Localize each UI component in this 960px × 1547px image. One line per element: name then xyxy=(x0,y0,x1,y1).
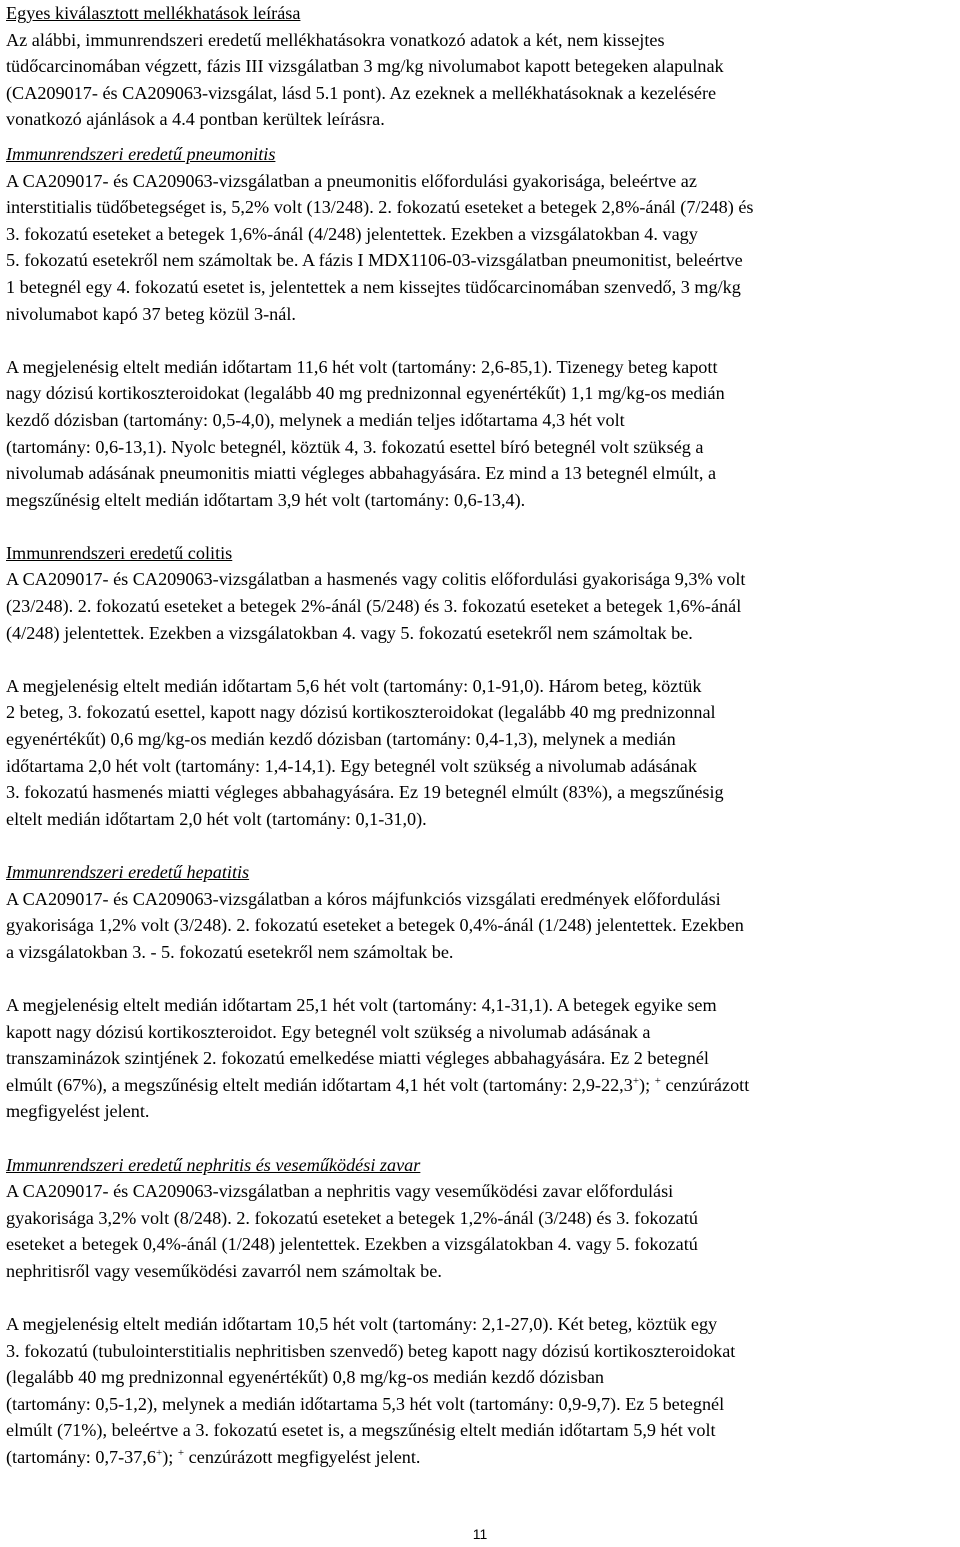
text-line: A megjelenésig eltelt medián időtartam 5,6 hét volt (tartomány: 0,1-91,0). Három beteg, köztük xyxy=(6,675,702,696)
text-line: (tartomány: 0,6-13,1). Nyolc betegnél, köztük 4, 3. fokozatú esettel bíró betegnél volt szükség a xyxy=(6,436,704,457)
section-intro xyxy=(6,0,954,133)
text-line: A megjelenésig eltelt medián időtartam 25,1 hét volt (tartomány: 4,1-31,1). A betegek egyike sem xyxy=(6,994,717,1015)
section-heading: Immunrendszeri eredetű colitis xyxy=(6,542,233,563)
text-fragment: ); xyxy=(162,1447,178,1468)
paragraph xyxy=(6,1311,954,1471)
text-line: kezdő dózisban (tartomány: 0,5-4,0), melynek a medián teljes időtartama 4,3 hét volt xyxy=(6,409,625,430)
text-line: kapott nagy dózisú kortikoszteroidot. Egy betegnél volt szükség a nivolumab adásának a xyxy=(6,1021,651,1042)
censored-marker: + xyxy=(632,1074,640,1087)
text-line: (CA209017- és CA209063-vizsgálat, lásd 5.1 pont). Az ezeknek a mellékhatásoknak a kezelésére xyxy=(6,82,717,103)
text-line: vonatkozó ajánlások a 4.4 pontban kerültek leírásra. xyxy=(6,109,385,130)
text-line: 3. fokozatú eseteket a betegek 1,6%-ánál (4/248) jelentettek. Ezekben a vizsgálatokban 4. vagy xyxy=(6,223,698,244)
section-colitis xyxy=(6,540,954,646)
text-line: A CA209017- és CA209063-vizsgálatban a nephritis vagy veseműködési zavar előfordulási xyxy=(6,1181,674,1202)
text-fragment: cenzúrázott megfigyelést jelent. xyxy=(184,1447,421,1468)
text-line: elmúlt (71%), beleértve a 3. fokozatú esetet is, a megszűnésig eltelt medián időtartam 5,9 hét volt xyxy=(6,1420,716,1441)
text-line: (4/248) jelentettek. Ezekben a vizsgálatokban 4. vagy 5. fokozatú esetekről nem számoltak be. xyxy=(6,622,693,643)
section-pneumonitis xyxy=(6,141,954,327)
text-line: A CA209017- és CA209063-vizsgálatban a kóros májfunkciós vizsgálati eredmények előfordulási xyxy=(6,888,721,909)
text-line: eseteket a betegek 0,4%-ánál (1/248) jelentettek. Ezekben a vizsgálatokban 4. vagy 5. fokozatú xyxy=(6,1234,698,1255)
spacer xyxy=(6,327,954,354)
section-heading: Immunrendszeri eredetű nephritis és veseműködési zavar xyxy=(6,1154,421,1175)
spacer xyxy=(6,133,954,141)
spacer xyxy=(6,832,954,859)
text-line: 3. fokozatú hasmenés miatti végleges abbahagyására. Ez 19 betegnél elmúlt (83%), a megszűnésig xyxy=(6,782,724,803)
text-line: (tartomány: 0,5-1,2), melynek a medián időtartama 5,3 hét volt (tartomány: 0,9-9,7). Ez 5 betegnél xyxy=(6,1393,725,1414)
text-line xyxy=(6,1072,954,1099)
document-page xyxy=(6,0,954,1471)
text-line: Az alábbi, immunrendszeri eredetű mellékhatásokra vonatkozó adatok a két, nem kissejtes xyxy=(6,29,665,50)
spacer xyxy=(6,1285,954,1312)
censored-marker: + xyxy=(156,1447,163,1460)
text-line: A CA209017- és CA209063-vizsgálatban a pneumonitis előfordulási gyakorisága, beleértve az xyxy=(6,170,697,191)
text-line: nephritisről vagy veseműködési zavarról nem számoltak be. xyxy=(6,1260,442,1281)
text-fragment: cenzúrázott xyxy=(660,1074,750,1095)
spacer xyxy=(6,513,954,540)
censored-marker: + xyxy=(177,1447,185,1460)
text-line: megfigyelést jelent. xyxy=(6,1101,150,1122)
text-line: 5. fokozatú esetekről nem számoltak be. A fázis I MDX1106-03-vizsgálatban pneumonitist, beleértve xyxy=(6,250,743,271)
section-heading: Egyes kiválasztott mellékhatások leírása xyxy=(6,3,301,23)
page-number: 11 xyxy=(472,1526,488,1542)
text-line: 2 beteg, 3. fokozatú esettel, kapott nagy dózisú kortikoszteroidokat (legalább 40 mg prednizonnal xyxy=(6,702,716,723)
text-line: megszűnésig eltelt medián időtartam 3,9 hét volt (tartomány: 0,6-13,4). xyxy=(6,489,526,510)
text-line: eltelt medián időtartam 2,0 hét volt (tartomány: 0,1-31,0). xyxy=(6,808,427,829)
text-line: nagy dózisú kortikoszteroidokat (legalább 40 mg prednizonnal egyenértékűt) 1,1 mg/kg-os medián xyxy=(6,383,725,404)
paragraph xyxy=(6,992,954,1125)
text-line: 1 betegnél egy 4. fokozatú esetet is, jelentettek a nem kissejtes tüdőcarcinomában szenvedő, 3 mg/kg xyxy=(6,276,741,297)
text-line: tüdőcarcinomában végzett, fázis III vizsgálatban 3 mg/kg nivolumabot kapott betegeken alapulnak xyxy=(6,56,724,77)
section-nephritis xyxy=(6,1152,954,1285)
text-line: transzaminázok szintjének 2. fokozatú emelkedése miatti végleges abbahagyására. Ez 2 betegnél xyxy=(6,1048,709,1069)
censored-marker: + xyxy=(654,1074,661,1087)
text-line: nivolumab adásának pneumonitis miatti végleges abbahagyására. Ez mind a 13 betegnél elmúlt, a xyxy=(6,463,717,484)
section-hepatitis xyxy=(6,859,954,965)
spacer xyxy=(6,965,954,992)
text-line: nivolumabot kapó 37 beteg közül 3-nál. xyxy=(6,303,296,324)
text-line: A megjelenésig eltelt medián időtartam 10,5 hét volt (tartomány: 2,1-27,0). Két beteg, köztük egy xyxy=(6,1314,718,1335)
text-line: interstitialis tüdőbetegséget is, 5,2% volt (13/248). 2. fokozatú eseteket a betegek 2,8%-ánál (7/248) és xyxy=(6,197,754,218)
text-line xyxy=(6,1444,954,1471)
text-line: (legalább 40 mg prednizonnal egyenértékűt) 0,8 mg/kg-os medián kezdő dózisban xyxy=(6,1367,604,1388)
text-line: gyakorisága 3,2% volt (8/248). 2. fokozatú eseteket a betegek 1,2%-ánál (3/248) és 3. fokozatú xyxy=(6,1207,698,1228)
text-line: gyakorisága 1,2% volt (3/248). 2. fokozatú eseteket a betegek 0,4%-ánál (1/248) jelentettek. Ezekben xyxy=(6,915,744,936)
spacer xyxy=(6,1125,954,1152)
spacer xyxy=(6,646,954,673)
section-heading: Immunrendszeri eredetű pneumonitis xyxy=(6,143,276,164)
text-line: (23/248). 2. fokozatú eseteket a betegek 2%-ánál (5/248) és 3. fokozatú eseteket a betegek 1,6%-ánál xyxy=(6,596,742,617)
text-fragment: elmúlt (67%), a megszűnésig eltelt medián időtartam 4,1 hét volt (tartomány: 2,9-22,3 xyxy=(6,1074,633,1095)
text-line: a vizsgálatokban 3. - 5. fokozatú esetekről nem számoltak be. xyxy=(6,941,454,962)
paragraph xyxy=(6,354,954,514)
text-line: időtartama 2,0 hét volt (tartomány: 1,4-14,1). Egy betegnél volt szükség a nivolumab adásának xyxy=(6,755,697,776)
text-fragment: (tartomány: 0,7-37,6 xyxy=(6,1447,157,1468)
text-line: egyenértékűt) 0,6 mg/kg-os medián kezdő dózisban (tartomány: 0,4-1,3), melynek a medián xyxy=(6,729,676,750)
section-heading: Immunrendszeri eredetű hepatitis xyxy=(6,862,250,882)
text-fragment: ); xyxy=(639,1074,655,1095)
text-line: A megjelenésig eltelt medián időtartam 11,6 hét volt (tartomány: 2,6-85,1). Tizenegy beteg kapott xyxy=(6,356,718,377)
text-line: A CA209017- és CA209063-vizsgálatban a hasmenés vagy colitis előfordulási gyakorisága 9,3% volt xyxy=(6,569,746,590)
paragraph xyxy=(6,673,954,833)
text-line: 3. fokozatú (tubulointerstitialis nephritisben szenvedő) beteg kapott nagy dózisú kortikoszteroidokat xyxy=(6,1340,736,1361)
